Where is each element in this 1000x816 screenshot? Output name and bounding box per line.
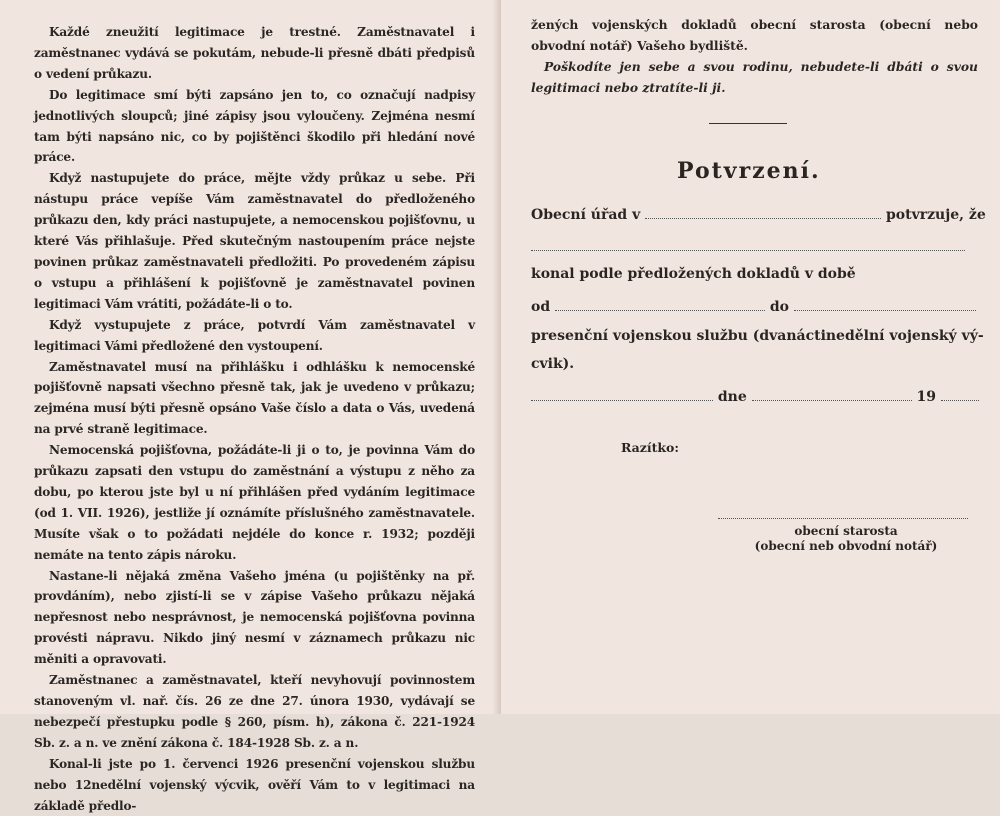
continuation-text: žených vojenských dokladů obecní starosta (obecní nebo obvodní notář) Vašeho bydliště. [531,17,978,53]
to-field[interactable] [794,296,976,311]
divider-line [709,123,787,124]
year-field[interactable] [941,386,979,401]
right-page [501,0,1000,714]
paragraph-military-service: Konal-li jste po 1. červenci 1926 presenční vojenskou službu nebo 12nedělní vojenský výcvik, ověří Vám to v legitimaci na základě předlo- [34,756,475,813]
signature-line-2: (obecní neb obvodní notář) [754,539,938,553]
period-row [531,296,978,320]
stamp-row [621,440,978,464]
served-label: konal podle předložených dokladů v době [531,266,856,282]
confirmation-form [531,204,986,624]
place-field[interactable] [531,386,713,401]
blank-row [531,236,978,260]
to-label: do [769,299,790,315]
signature-line-1: obecní starosta [794,524,898,538]
from-label: od [531,299,551,315]
served-row [531,266,978,290]
service-row-2 [531,356,978,380]
left-page [0,0,499,813]
service-text-2: cvik). [531,356,575,372]
paragraph-allowed-entries: Do legitimace smí býti zapsáno jen to, co označují nadpisy jednotlivých sloupců; jiné zápisy jsou vyloučeny. Zejména nesmí tam býti napsáno nic, co by pojištěnci škodilo při hledání nové práce. [34,87,475,165]
warning-text: Poškodíte jen sebe a svou rodinu, nebudete-li dbáti o svou legitimaci nebo ztratíte-li ji. [531,59,978,95]
blank-field[interactable] [531,236,965,251]
signature-field[interactable] [718,518,968,519]
date-label: dne [717,389,747,405]
paragraph-name-change: Nastane-li nějaká změna Vašeho jména (u pojištěnky na př. provdáním), nebo zjistí-li se v zápise Vašeho průkazu nějaká nepřesnost nebo nesprávnost, je nemocenská pojišťovna povinna provésti nápravu. Nikdo jiný nesmí v záznamech průkazu nic měniti a opravovati. [34,568,475,667]
service-row-1 [531,328,984,352]
date-field[interactable] [752,386,912,401]
year-label: 19 [916,389,936,405]
paragraph-insurance-fund: Nemocenská pojišťovna, požádáte-li ji o to, je povinna Vám do průkazu zapsati den vstupu do zaměstnání a výstupu z něho za dobu, po kterou jste byl u ní přihlášen před vydáním legitimace (od 1. VII. 1926), jestliže jí oznámíte příslušného zaměstnavatele. Musíte však o to požádati nejdéle do konce r. 1932; později nemáte na tento zápis nároku. [34,443,475,562]
office-row [531,204,986,228]
confirms-label: potvrzuje, že [885,207,986,223]
page-title: Potvrzení. [677,158,821,184]
stamp-label: Razítko: [621,440,680,455]
paragraph-starting-work: Když nastupujete do práce, mějte vždy průkaz u sebe. Při nástupu práce vepíše Vám zaměstnavatel do předloženého průkazu den, kdy práci nastupujete, a nemocenskou pojišťovnu, u které Vás přihlašuje. Před skutečným nastoupením práce nejste povinen průkaz zaměstnavateli předložiti. Po provedeném zápisu o vstupu a přihlášení k pojišťovně je zaměstnavatel povinen legitimaci Vám vrátiti, požádáte-li o to. [34,171,475,311]
date-row [531,386,978,410]
office-field[interactable] [645,204,881,219]
signature-caption [731,524,961,554]
office-label: Obecní úřad v [531,207,641,223]
from-field[interactable] [555,296,765,311]
service-text-1: presenční vojenskou službu (dvanáctinedělní vojenský vý- [531,328,984,344]
paragraph-misuse: Každé zneužití legitimace je trestné. Zaměstnavatel i zaměstnanec vydává se pokutám, nebude-li přesně dbáti předpisů o vedení průkazu. [34,25,475,81]
paragraph-penalties: Zaměstnanec a zaměstnavatel, kteří nevyhovují povinnostem stanoveným vl. nař. čís. 26 ze dne 27. února 1930, vydávají se nebezpečí přestupku podle § 260, písm. h), zákona č. 221-1924 Sb. z. a n. ve znění zákona č. 184-1928 Sb. z. a n. [34,673,475,750]
paragraph-leaving-work: Když vystupujete z práce, potvrdí Vám zaměstnavatel v legitimaci Vámi předložené den vystoupení. [34,317,475,353]
paragraph-employer-registration: Zaměstnavatel musí na přihlášku i odhlášku k nemocenské pojišťovně napsati všechno přesně tak, jak je uvedeno v průkazu; zejména musí býti přesně opsáno Vaše číslo a data o Vás, uvedená na prvé straně legitimace. [34,359,475,437]
